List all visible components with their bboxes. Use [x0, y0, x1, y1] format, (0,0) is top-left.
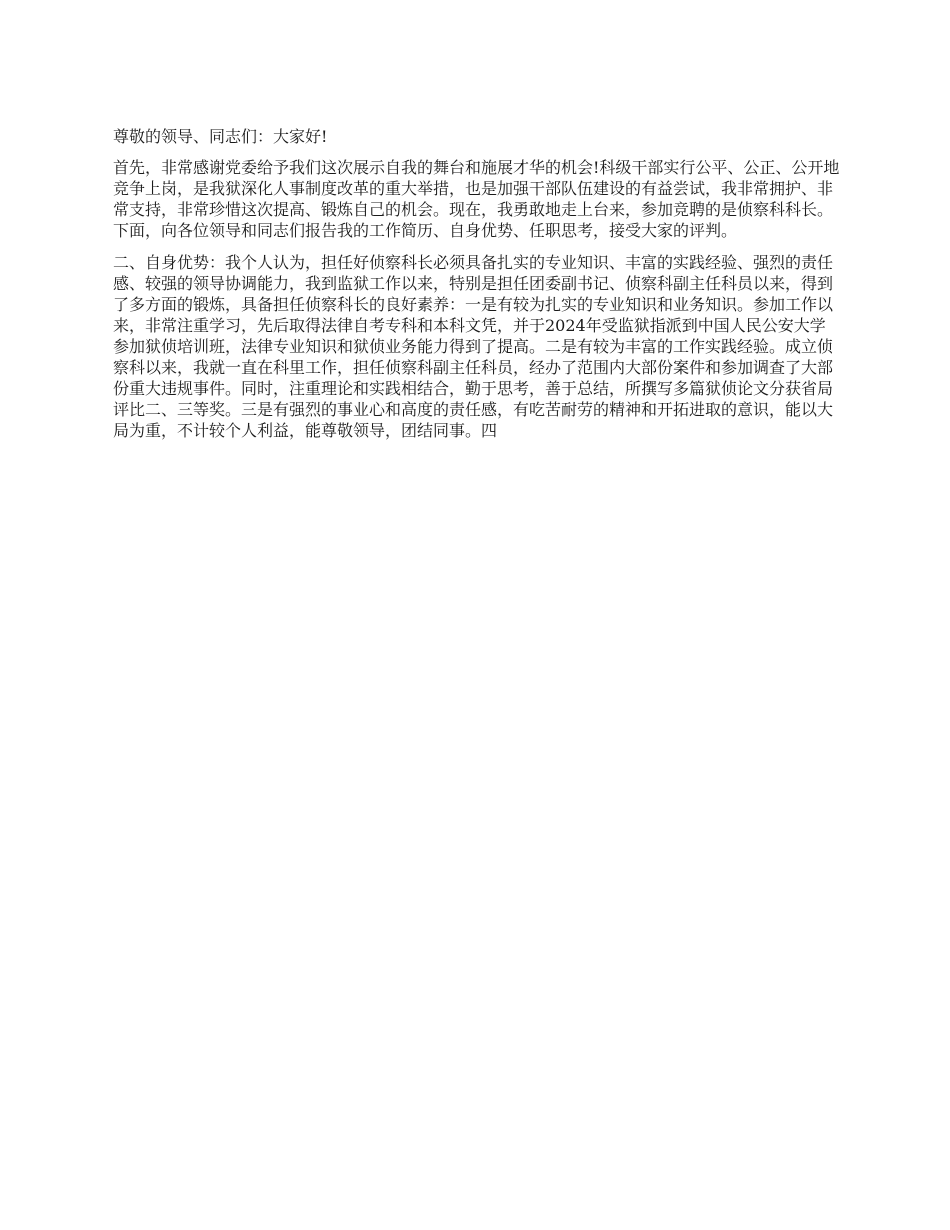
paragraph-advantages: 二、自身优势：我个人认为，担任好侦察科长必须具备扎实的专业知识、丰富的实践经验、强烈的责任感、较强的领导协调能力，我到监狱工作以来，特别是担任团委副书记、侦察科副主任科员以来，得到了多方面的锻炼，具备担任侦察科长的良好素养：一是有较为扎实的专业知识和业务知识。参加工作以来，非常注重学习，先后取得法律自考专科和本科文凭，并于2024年受监狱指派到中国人民公安大学参加狱侦培训班，法律专业知识和狱侦业务能力得到了提高。二是有较为丰富的工作实践经验。成立侦察科以来，我就一直在科里工作，担任侦察科副主任科员，经办了范围内大部份案件和参加调查了大部份重大违规事件。同时，注重理论和实践相结合，勤于思考，善于总结，所撰写多篇狱侦论文分获省局评比二、三等奖。三是有强烈的事业心和高度的责任感，有吃苦耐劳的精神和开拓进取的意识，能以大局为重，不计较个人利益，能尊敬领导，团结同事。四	[113, 253, 834, 440]
document-body	[113, 126, 840, 452]
greeting-line: 尊敬的领导、同志们：大家好!	[113, 127, 328, 146]
paragraph-introduction: 首先，非常感谢党委给予我们这次展示自我的舞台和施展才华的机会!科级干部实行公平、公正、公开地竞争上岗，是我狱深化人事制度改革的重大举措，也是加强干部队伍建设的有益尝试，我非常拥护、非常支持，非常珍惜这次提高、锻炼自己的机会。现在，我勇敢地走上台来，参加竞聘的是侦察科科长。下面，向各位领导和同志们报告我的工作简历、自身优势、任职思考，接受大家的评判。	[113, 158, 840, 240]
